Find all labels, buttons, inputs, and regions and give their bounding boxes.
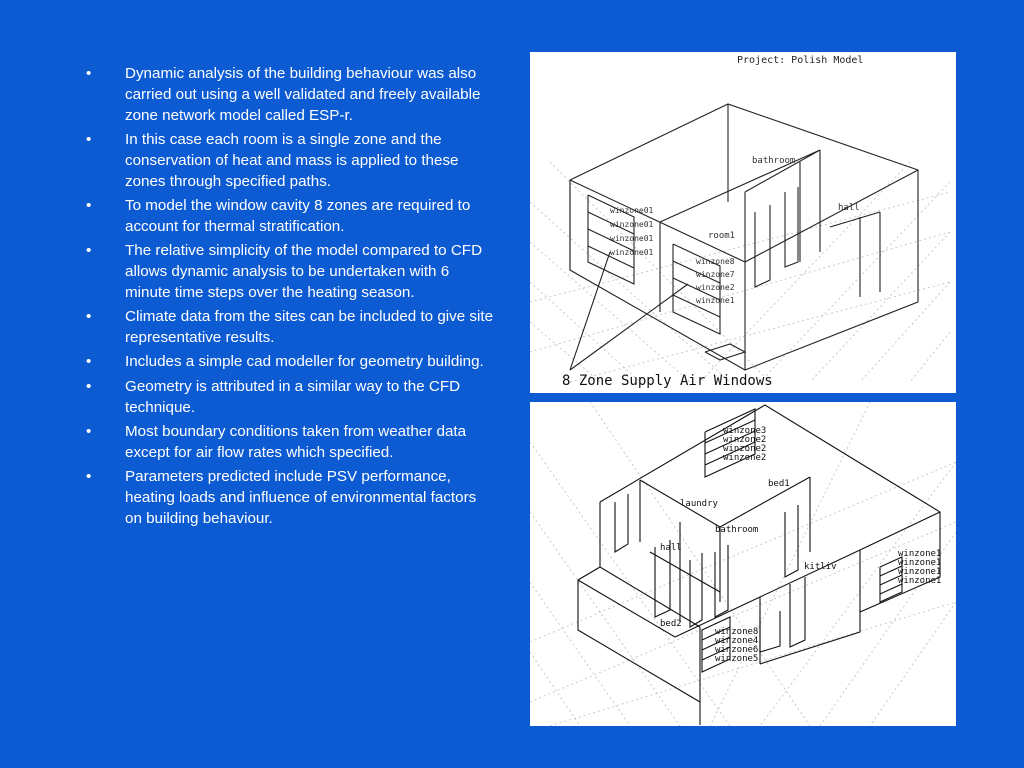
bullet-marker: • (86, 65, 92, 82)
right-window-zone-label: winzone1 (898, 567, 942, 577)
bed2-label: bed2 (660, 619, 682, 629)
polish-model-figure (530, 52, 956, 393)
bullet-marker: • (86, 308, 92, 326)
bullet-text: Includes a simple cad modeller for geometry building. (125, 353, 484, 371)
bullet-text: Parameters predicted include PSV performance, heating loads and influence of environmental factors on building behaviour. (125, 468, 477, 527)
laundry-label: laundry (680, 499, 718, 509)
polish-model-drawing (530, 52, 956, 393)
bullet-item (86, 467, 496, 529)
project-title: Project: Polish Model (737, 55, 864, 66)
hall-label: hall (838, 203, 860, 213)
bottom-window-zone-label: winzone8 (715, 627, 759, 637)
bullet-marker: • (86, 468, 92, 486)
window2-zone-label: winzone8 (696, 257, 735, 266)
hall-label: hall (660, 543, 682, 553)
bullet-text: Climate data from the sites can be included to give site representative results. (125, 308, 494, 346)
right-window-zone-label: winzone1 (898, 576, 942, 586)
bullet-item (86, 422, 496, 464)
kitliv-label: kitliv (804, 562, 837, 572)
right-window-zone-label: winzone1 (898, 549, 942, 559)
window1-zone-label: winzone01 (610, 248, 654, 257)
bed1-label: bed1 (768, 479, 790, 489)
bullet-text: The relative simplicity of the model compared to CFD allows dynamic analysis to be undertaken with 6 minute time steps over the heating season. (125, 242, 483, 301)
bullet-marker: • (86, 196, 92, 214)
bathroom-label: bathroom (715, 525, 759, 535)
window2-zone-label: winzone7 (696, 270, 735, 279)
window2-zone-label: winzone2 (696, 283, 735, 292)
bottom-window-zone-label: winzone6 (715, 645, 759, 655)
window1-zone-label: winzone01 (610, 234, 654, 243)
bottom-window-zone-label: winzone5 (715, 654, 759, 664)
bullet-item (86, 377, 496, 419)
bullet-item (86, 130, 496, 192)
house-model-drawing (530, 402, 956, 726)
window1-zone-label: winzone01 (610, 206, 654, 215)
bathroom-label: bathroom (752, 156, 796, 166)
bullet-item (86, 307, 496, 349)
top-window-zone-label: winzone2 (723, 435, 767, 445)
bullet-text: Dynamic analysis of the building behaviour was also carried out using a well validated and freely available zone network model called ESP-r. (125, 65, 481, 124)
bullet-marker: • (86, 377, 92, 395)
bullet-marker: • (86, 422, 92, 440)
figure-caption: 8 Zone Supply Air Windows (562, 373, 773, 389)
window2-zone-label: winzone1 (696, 296, 735, 305)
window1-zone-label: winzone01 (610, 220, 654, 229)
bullet-item (86, 196, 496, 238)
bullet-marker: • (86, 130, 92, 148)
bullet-list (86, 64, 496, 533)
bullet-marker: • (86, 353, 92, 371)
bullet-marker: • (86, 242, 92, 260)
bullet-text: Most boundary conditions taken from weather data except for air flow rates which specified. (125, 422, 467, 461)
bullet-text: To model the window cavity 8 zones are required to account for thermal stratification. (125, 196, 471, 235)
bullet-item (86, 241, 496, 303)
top-window-zone-label: winzone3 (723, 426, 767, 436)
top-window-zone-label: winzone2 (723, 444, 767, 454)
bottom-window-zone-label: winzone4 (715, 636, 759, 646)
bullet-text: Geometry is attributed in a similar way to the CFD technique. (125, 377, 461, 416)
right-window-zone-label: winzone1 (898, 558, 942, 568)
bullet-item (86, 352, 496, 373)
top-window-zone-label: winzone2 (723, 453, 767, 463)
bullet-item (86, 64, 496, 126)
house-model-figure (530, 402, 956, 726)
room-label: room1 (708, 231, 736, 241)
bullet-text: In this case each room is a single zone and the conservation of heat and mass is applied to these zones through specified paths. (125, 130, 459, 190)
